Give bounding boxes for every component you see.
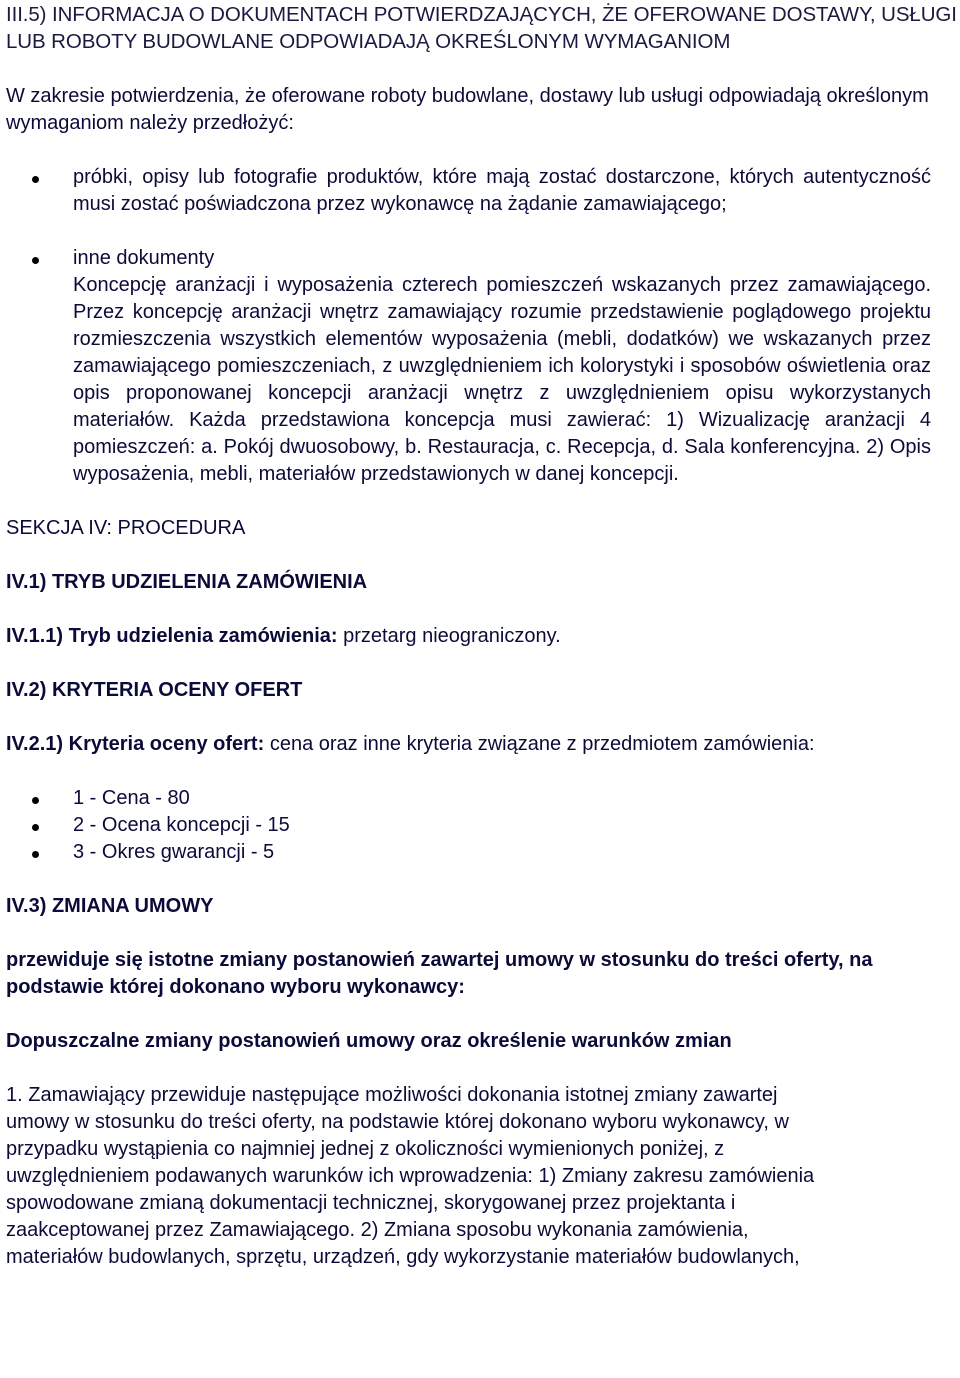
paragraph-line: umowy w stosunku do treści oferty, na podstawie której dokonano wyboru wykonawcy, w xyxy=(6,1111,789,1133)
spacer xyxy=(6,488,958,515)
section-heading-iii5: III.5) INFORMACJA O DOKUMENTACH POTWIERDZAJĄCYCH, ŻE OFEROWANE DOSTAWY, USŁUGI LUB ROBOTY BUDOWLANE ODPOWIADAJĄ OKREŚLONYM WYMAGANIOM xyxy=(6,3,957,53)
criterion-text: 3 - Okres gwarancji - 5 xyxy=(73,841,275,863)
documents-list-2 xyxy=(6,245,958,488)
spacer xyxy=(6,650,958,677)
iv3-heading: IV.3) ZMIANA UMOWY xyxy=(6,895,214,917)
spacer xyxy=(6,704,958,731)
spacer xyxy=(6,55,958,83)
list-item xyxy=(6,812,958,839)
bullet-icon xyxy=(32,851,39,858)
spacer xyxy=(6,1055,958,1082)
spacer xyxy=(6,920,958,947)
paragraph-line: materiałów budowlanych, sprzętu, urządzeń, gdy wykorzystanie materiałów budowlanych, xyxy=(6,1246,800,1268)
spacer xyxy=(6,542,958,569)
intro-paragraph: W zakresie potwierdzenia, że oferowane roboty budowlane, dostawy lub usługi odpowiadają określonym wymaganiom należy przedłożyć: xyxy=(6,85,929,134)
list-item xyxy=(6,164,931,218)
spacer xyxy=(6,596,958,623)
iv3-allowed-changes-heading: Dopuszczalne zmiany postanowień umowy oraz określenie warunków zmian xyxy=(6,1030,732,1052)
concept-description: Koncepcję aranżacji i wyposażenia czterech pomieszczeń wskazanych przez zamawiającego. Przez koncepcję aranżacji wnętrz zamawiający rozumie przedstawienie poglądowego projektu rozmieszczenia wszystkich elementów wyposażenia (mebli, dodatków) we wskazanych przez zamawiającego pomieszczeniach, z uwzględnieniem ich kolorystyki i sposobów oświetlenia oraz opis proponowanej koncepcji aranżacji wnętrz z uwzględnieniem opisu wykorzystanych materiałów. Każda przedstawiona koncepcja musi zawierać: 1) Wizualizację aranżacji 4 pomieszczeń: a. Pokój dwuosobowy, b. Restauracja, c. Recepcja, d. Sala konferencyjna. 2) Opis wyposażenia, mebli, materiałów przedstawionych w danej koncepcji. xyxy=(73,274,931,485)
section-iv-title: SEKCJA IV: PROCEDURA xyxy=(6,517,246,539)
bullet-text-samples: próbki, opisy lub fotografie produktów, które mają zostać dostarczone, których autentyczność musi zostać poświadczona przez wykonawcę na żądanie zamawiającego; xyxy=(73,166,931,215)
criterion-text: 2 - Ocena koncepcji - 15 xyxy=(73,814,290,836)
bullet-icon xyxy=(32,176,39,183)
paragraph-line: 1. Zamawiający przewiduje następujące możliwości dokonania istotnej zmiany zawartej xyxy=(6,1084,778,1106)
criterion-text: 1 - Cena - 80 xyxy=(73,787,190,809)
paragraph-line: zaakceptowanej przez Zamawiającego. 2) Zmiana sposobu wykonania zamówienia, xyxy=(6,1219,749,1241)
iv2-heading: IV.2) KRYTERIA OCENY OFERT xyxy=(6,679,303,701)
iv2-1-line xyxy=(6,731,958,758)
iv1-heading: IV.1) TRYB UDZIELENIA ZAMÓWIENIA xyxy=(6,571,368,593)
list-item xyxy=(6,839,958,866)
document-page xyxy=(6,0,958,1271)
iv3-contract-changes-intro: przewiduje się istotne zmiany postanowień zawartej umowy w stosunku do treści oferty, na podstawie której dokonano wyboru wykonawcy: xyxy=(6,949,873,998)
documents-list xyxy=(6,164,958,218)
criteria-list xyxy=(6,785,958,866)
iv1-1-line xyxy=(6,623,958,650)
bullet-text-other-docs: inne dokumenty xyxy=(73,247,215,269)
iv3-conditions-paragraph xyxy=(6,1082,958,1271)
bullet-icon xyxy=(32,824,39,831)
paragraph-line: spowodowane zmianą dokumentacji technicznej, skorygowanej przez projektanta i xyxy=(6,1192,736,1214)
spacer xyxy=(6,758,958,785)
iv1-1-value: przetarg nieograniczony. xyxy=(337,625,561,647)
iv2-1-label: IV.2.1) Kryteria oceny ofert: xyxy=(6,733,265,755)
iv1-1-label: IV.1.1) Tryb udzielenia zamówienia: xyxy=(6,625,338,647)
list-item xyxy=(6,245,931,488)
paragraph-line: uwzględnieniem podawanych warunków ich wprowadzenia: 1) Zmiany zakresu zamówienia xyxy=(6,1165,815,1187)
bullet-icon xyxy=(32,257,39,264)
bullet-icon xyxy=(32,797,39,804)
spacer xyxy=(6,218,958,245)
paragraph-line: przypadku wystąpienia co najmniej jednej z okoliczności wymienionych poniżej, z xyxy=(6,1138,725,1160)
list-item xyxy=(6,785,958,812)
spacer xyxy=(6,137,958,164)
iv2-1-value: cena oraz inne kryteria związane z przedmiotem zamówienia: xyxy=(264,733,815,755)
spacer xyxy=(6,1001,958,1028)
spacer xyxy=(6,866,958,893)
